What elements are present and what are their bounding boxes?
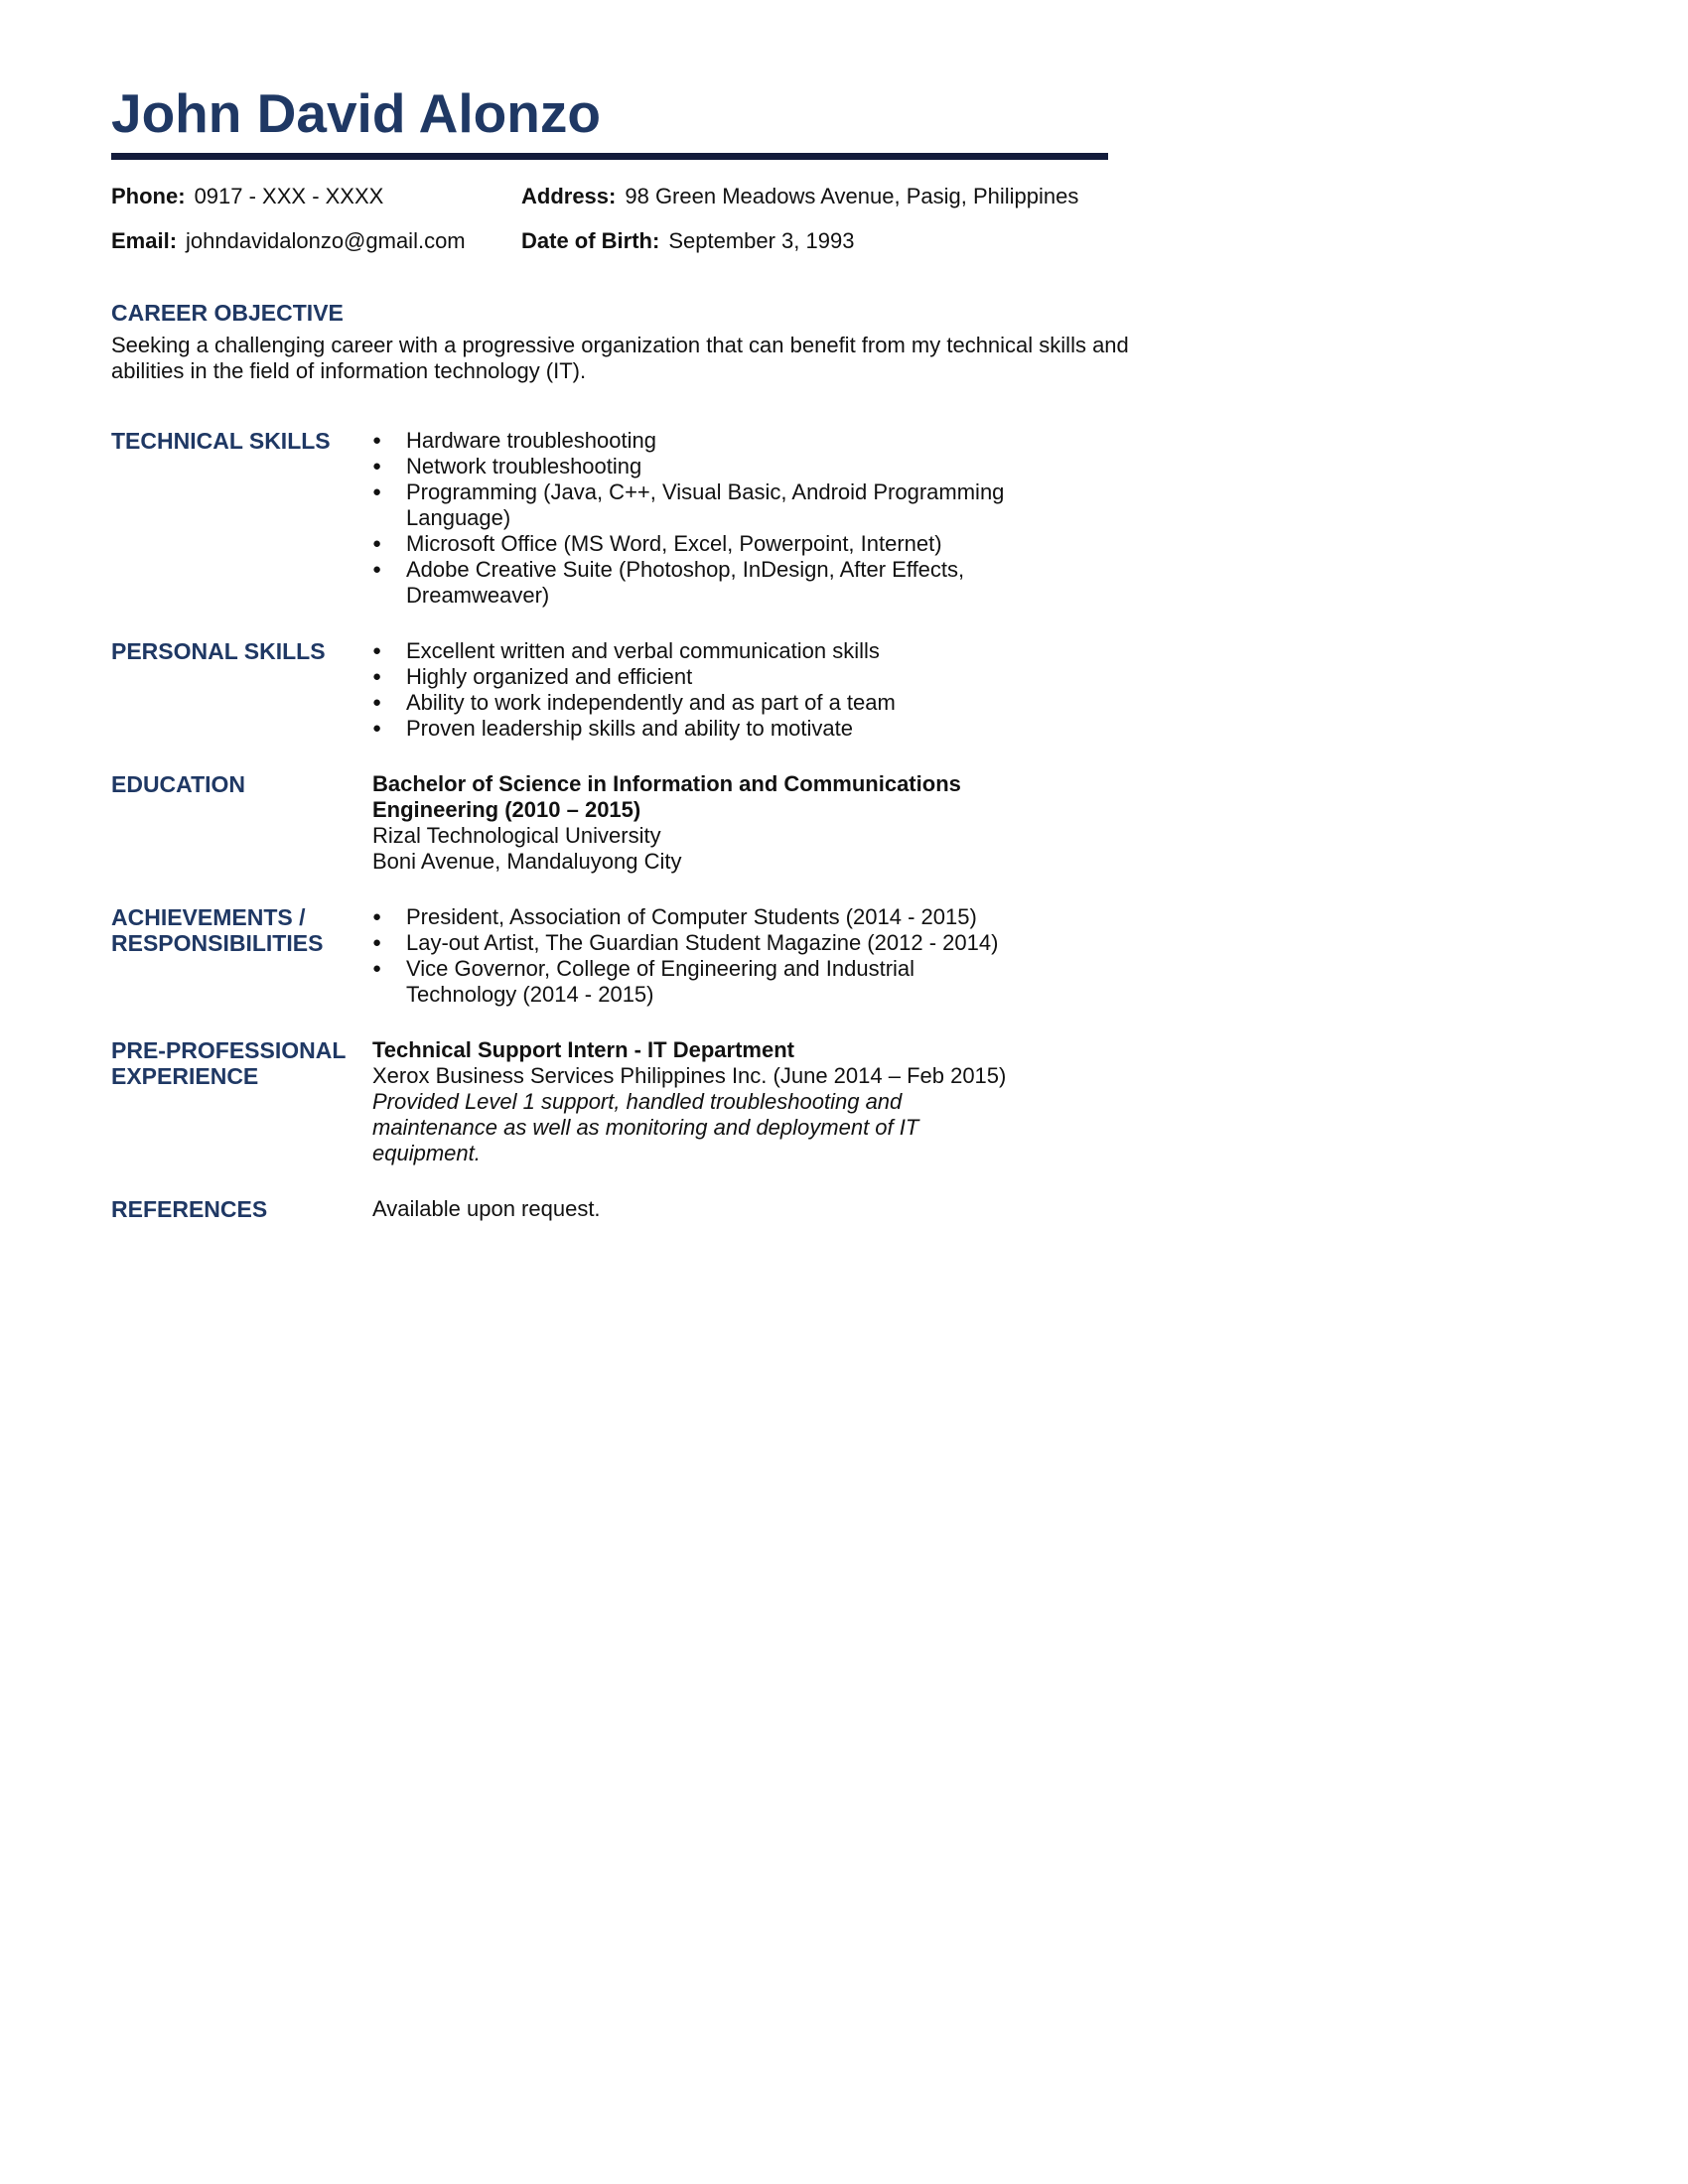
contact-section (111, 184, 1688, 254)
section-experience (111, 1037, 1688, 1166)
list-item (372, 428, 1028, 454)
experience-company: Xerox Business Services Philippines Inc. (June 2014 – Feb 2015) (372, 1063, 1007, 1088)
experience-description: Provided Level 1 support, handled troubleshooting and maintenance as well as monitoring and deployment of IT equipment. (372, 1089, 919, 1165)
education-block (372, 771, 1008, 875)
references-text: Available upon request. (372, 1196, 601, 1221)
list-item-text: Vice Governor, College of Engineering and Industrial Technology (2014 - 2015) (406, 956, 915, 1007)
list-item-text: Microsoft Office (MS Word, Excel, Powerpoint, Internet) (406, 531, 942, 556)
section-education (111, 771, 1688, 875)
bullet-icon: ● (372, 561, 382, 578)
list-item (372, 904, 1028, 930)
list-item (372, 956, 1028, 1008)
personal-skills-list (372, 638, 1028, 742)
list-item (372, 930, 1028, 956)
email-value: johndavidalonzo@gmail.com (186, 228, 466, 253)
section-career-objective (111, 300, 1149, 384)
list-item-text: Network troubleshooting (406, 454, 642, 478)
education-degree: Bachelor of Science in Information and Communications Engineering (2010 – 2015) (372, 771, 961, 822)
list-item-text: Highly organized and efficient (406, 664, 693, 689)
list-item (372, 716, 1028, 742)
list-item (372, 664, 1028, 690)
contact-email (111, 228, 521, 254)
bullet-icon: ● (372, 960, 382, 977)
dob-label: Date of Birth: (521, 228, 660, 253)
list-item (372, 479, 1028, 531)
section-personal-skills (111, 638, 1688, 742)
contact-dob (521, 228, 1117, 254)
list-item-text: Proven leadership skills and ability to motivate (406, 716, 854, 741)
list-item (372, 531, 1028, 557)
personal-skills-heading: PERSONAL SKILLS (111, 638, 326, 664)
experience-heading: PRE-PROFESSIONAL EXPERIENCE (111, 1037, 346, 1089)
list-item-text: Hardware troubleshooting (406, 428, 656, 453)
technical-skills-list (372, 428, 1028, 609)
education-school: Rizal Technological University (372, 823, 661, 848)
bullet-icon: ● (372, 694, 382, 711)
education-heading: EDUCATION (111, 771, 246, 797)
address-label: Address: (521, 184, 617, 208)
list-item-text: President, Association of Computer Students (2014 - 2015) (406, 904, 977, 929)
section-technical-skills (111, 428, 1688, 609)
experience-title: Technical Support Intern - IT Department (372, 1037, 794, 1062)
email-label: Email: (111, 228, 178, 253)
list-item (372, 690, 1028, 716)
list-item-text: Ability to work independently and as part of a team (406, 690, 896, 715)
list-item-text: Lay-out Artist, The Guardian Student Magazine (2012 - 2014) (406, 930, 999, 955)
list-item (372, 638, 1028, 664)
bullet-icon: ● (372, 458, 382, 475)
section-references (111, 1196, 1688, 1222)
achievements-list (372, 904, 1028, 1008)
contact-address (521, 184, 1117, 209)
dob-value: September 3, 1993 (668, 228, 855, 253)
bullet-icon: ● (372, 642, 382, 659)
list-item (372, 454, 1028, 479)
list-item-text: Excellent written and verbal communication skills (406, 638, 880, 663)
bullet-icon: ● (372, 908, 382, 925)
bullet-icon: ● (372, 432, 382, 449)
bullet-icon: ● (372, 535, 382, 552)
contact-phone (111, 184, 521, 209)
references-heading: REFERENCES (111, 1196, 268, 1222)
career-objective-text: Seeking a challenging career with a progressive organization that can benefit from my technical skills and abilities in the field of information technology (IT). (111, 333, 1129, 383)
list-item (372, 557, 1028, 609)
phone-label: Phone: (111, 184, 186, 208)
header-rule (111, 153, 1108, 160)
address-value: 98 Green Meadows Avenue, Pasig, Philippines (625, 184, 1079, 208)
list-item-text: Adobe Creative Suite (Photoshop, InDesign, After Effects, Dreamweaver) (406, 557, 965, 608)
bullet-icon: ● (372, 934, 382, 951)
section-achievements (111, 904, 1688, 1008)
phone-value: 0917 - XXX - XXXX (194, 184, 384, 208)
career-objective-heading: CAREER OBJECTIVE (111, 300, 344, 326)
list-item-text: Programming (Java, C++, Visual Basic, Android Programming Language) (406, 479, 1005, 530)
education-location: Boni Avenue, Mandaluyong City (372, 849, 682, 874)
bullet-icon: ● (372, 720, 382, 737)
bullet-icon: ● (372, 483, 382, 500)
resume-name: John David Alonzo (111, 82, 601, 144)
achievements-heading: ACHIEVEMENTS / RESPONSIBILITIES (111, 904, 324, 956)
bullet-icon: ● (372, 668, 382, 685)
technical-skills-heading: TECHNICAL SKILLS (111, 428, 331, 454)
experience-block (372, 1037, 1057, 1166)
